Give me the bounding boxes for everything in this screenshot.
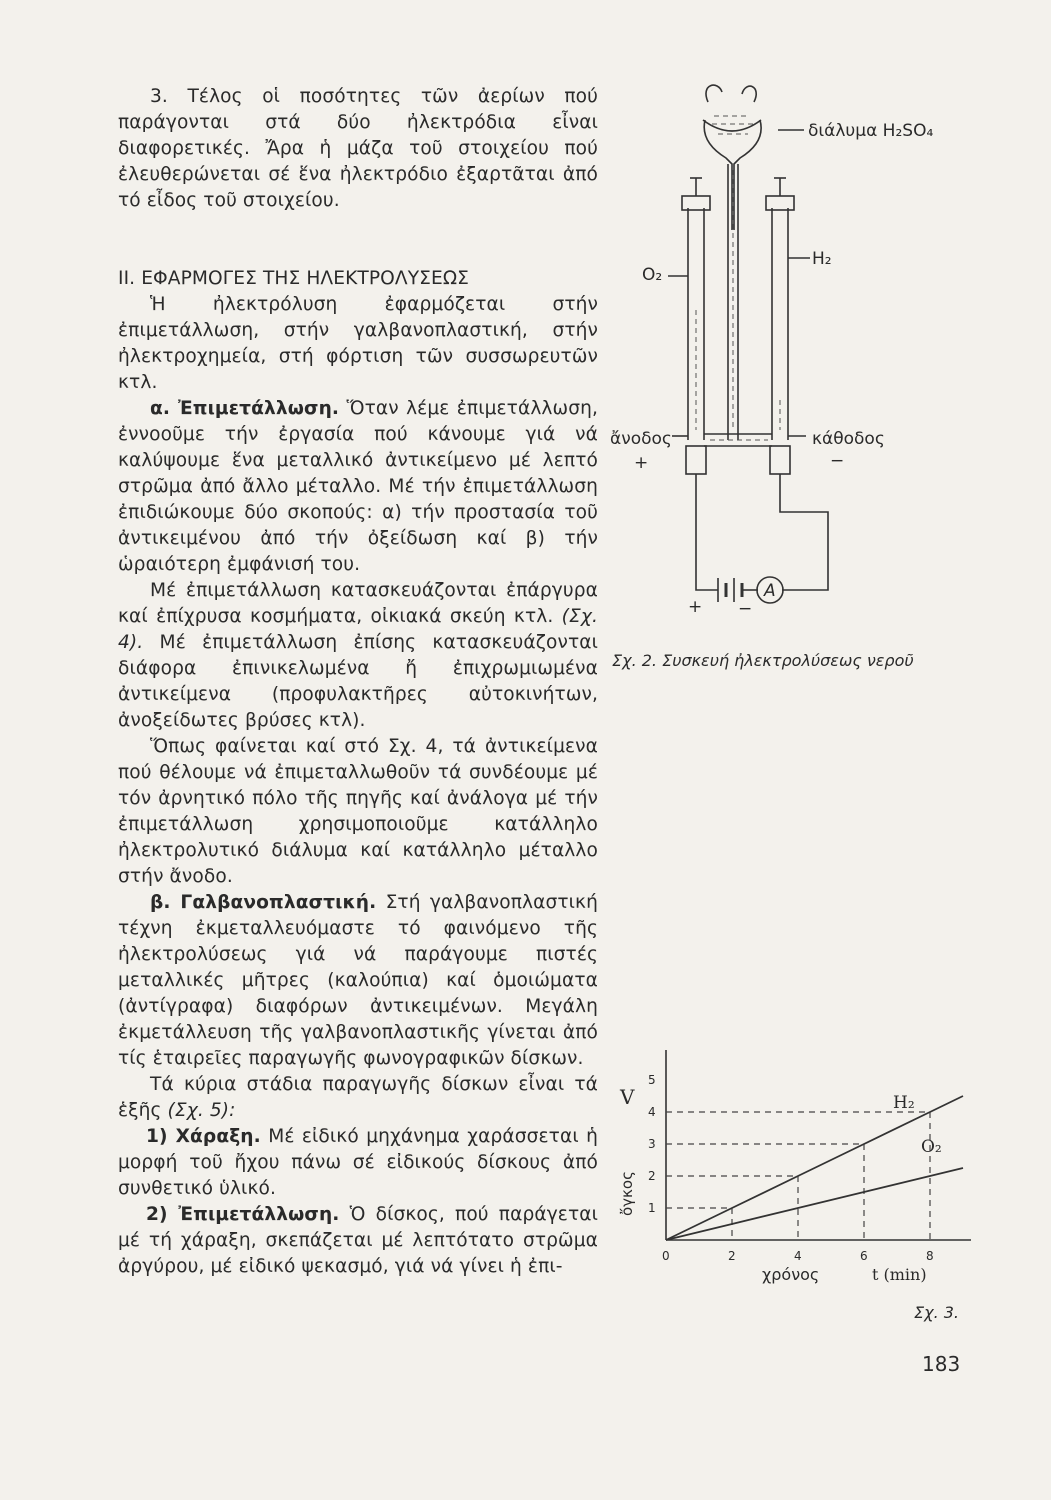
x-tick-label: 0	[662, 1249, 670, 1263]
paragraph-plating-examples	[118, 578, 598, 734]
electrolysis-apparatus-diagram	[600, 80, 980, 640]
series-label: O₂	[921, 1137, 942, 1157]
anode-wire	[696, 474, 718, 590]
spacer	[118, 214, 598, 266]
paragraph-record-stages	[118, 1072, 598, 1124]
paragraph-electroforming	[118, 890, 598, 1072]
paragraph-plating	[118, 396, 598, 578]
battery-minus: −	[738, 599, 753, 619]
volume-time-chart	[606, 1040, 986, 1300]
x-tick-label: 4	[794, 1249, 802, 1263]
series-line-h2	[666, 1096, 963, 1240]
solution-label: διάλυμα H₂SO₄	[808, 121, 934, 141]
paragraph-applications-intro: Ἡ ἠλεκτρόλυση ἐφαρμόζεται στήν ἐπιμετάλλωση, στήν γαλβανοπλαστική, στήν ἠλεκτροχημεία, στή φόρτιση τῶν συσσωρευτῶν κτλ.	[118, 294, 598, 393]
main-text-column	[118, 84, 598, 1280]
battery-plus: +	[688, 597, 703, 617]
subheading-electroforming: β. Γαλβανοπλαστική.	[150, 892, 377, 913]
electroforming-text: Στή γαλβανοπλαστική τέχνη ἐκμεταλλευόμαστε τό φαινόμενο τῆς ἠλεκτρολύσεως γιά νά παράγουμε πιστές μεταλλικές μῆτρες (καλούπια) καί ὁμοιώματα (ἀντίγραφα) διαφόρων ἀντικειμένων. Μεγάλη ἐκμετάλλευση τῆς γαλβανοπλαστικῆς γίνεται ἀπό τίς ἑταιρεῖες παραγωγῆς φωνογραφικῶν δίσκων.	[118, 892, 598, 1069]
series-line-o2	[666, 1168, 963, 1240]
record-stages-text: Τά κύρια στάδια παραγωγῆς δίσκων εἶναι τά ἑξῆς	[118, 1074, 598, 1121]
figure-reference: (Σχ. 5):	[167, 1100, 236, 1121]
y-tick-label: 4	[648, 1105, 656, 1119]
paragraph-plating-method: Ὅπως φαίνεται καί στό Σχ. 4, τά ἀντικείμενα πού θέλουμε νά ἐπιμεταλλωθοῦν τά συνδέουμε μέ τόν ἀρνητικό πόλο τῆς πηγῆς καί ἀνάλογα μέ τήν ἐπιμετάλλωση χρησιμοποιοῦμε κατάλληλο ἠλεκτρολυτικό διάλυμα καί κατάλληλο μέταλλο στήν ἄνοδο.	[118, 736, 598, 887]
anode-sign: +	[634, 453, 649, 473]
plating-examples-text-2: Μέ ἐπιμετάλλωση ἐπίσης κατασκευάζονται διάφορα ἐπινικελωμένα ἤ ἐπιχρωμιωμένα ἀντικείμενα (προφυλακτῆρες αὐτοκινήτων, ἀνοξείδωτες βρύσες κτλ).	[118, 632, 598, 731]
figure2-caption: Σχ. 2. Συσκευή ἠλεκτρολύσεως νεροῦ	[612, 651, 914, 670]
hydrogen-label: H₂	[812, 249, 832, 269]
cathode-sign: −	[830, 451, 845, 471]
page-number: 183	[922, 1352, 961, 1376]
series-label: H₂	[893, 1093, 915, 1113]
reservoir-rim	[706, 85, 756, 102]
reservoir-bowl	[703, 120, 761, 131]
step-engraving-title: 1) Χάραξη.	[146, 1126, 261, 1147]
oxygen-label: O₂	[642, 265, 663, 285]
x-tick-label: 6	[860, 1249, 868, 1263]
cathode-wire	[780, 474, 828, 590]
cathode-label: κάθοδος	[812, 429, 885, 449]
anode-plug	[686, 446, 706, 474]
plating-text: Ὅταν λέμε ἐπιμετάλλωση, ἐννοοῦμε τήν ἐργασία πού κάνουμε γιά νά καλύψουμε ἕνα μεταλλικό ἀντικείμενο μέ λεπτό στρῶμα ἀπό ἄλλο μέταλλο. Μέ τήν ἐπιμετάλλωση ἐπιδιώκουμε δύο σκοπούς: α) τήν προστασία τοῦ ἀντικειμένου ἀπό τήν ὀξείδωση καί β) τήν ὡραιότερη ἐμφάνισή του.	[118, 398, 598, 575]
left-stopcock	[682, 196, 710, 210]
subheading-plating: α. Ἐπιμετάλλωση.	[150, 398, 340, 419]
y-axis-label: ὄγκος	[618, 1171, 636, 1216]
list-item-engraving	[118, 1124, 598, 1202]
y-tick-label: 3	[648, 1137, 656, 1151]
cathode-plug	[770, 446, 790, 474]
x-tick-label: 2	[728, 1249, 736, 1263]
anode-label: ἄνοδος	[610, 429, 672, 449]
list-item-plating	[118, 1202, 598, 1280]
x-axis-label: χρόνος	[762, 1265, 820, 1284]
step-engraving-text: Μέ εἰδικό μηχάνημα χαράσσεται ἡ μορφή τοῦ ἤχου πάνω σέ εἰδικούς δίσκους ἀπό συνθετικό ὑλικό.	[118, 1126, 598, 1199]
right-stopcock	[766, 196, 794, 210]
plating-examples-text: Μέ ἐπιμετάλλωση κατασκευάζονται ἐπάργυρα καί ἐπίχρυσα κοσμήματα, οἰκιακά σκεύη κτλ.	[118, 580, 598, 627]
y-tick-label: 2	[648, 1169, 656, 1183]
section-heading-applications: II. ΕΦΑΡΜΟΓΕΣ ΤΗΣ ΗΛΕΚΤΡΟΛΥΣΕΩΣ	[118, 268, 470, 289]
x-tick-label: 8	[926, 1249, 934, 1263]
x-axis-unit: t (min)	[872, 1265, 927, 1284]
y-tick-label: 5	[648, 1073, 656, 1087]
figure-reference: (Σχ. 4).	[118, 606, 598, 653]
ammeter-label: A	[764, 581, 776, 601]
figure3-caption: Σχ. 3.	[914, 1303, 960, 1322]
paragraph-gas-quantities: 3. Τέλος οἱ ποσότητες τῶν ἀερίων πού παράγονται στά δύο ἠλεκτρόδια εἶναι διαφορετικές. Ἄρα ἡ μάζα τοῦ στοιχείου πού ἐλευθερώνεται σέ ἕνα ἠλεκτρόδιο ἐξαρτᾶται ἀπό τό εἶδος τοῦ στοιχείου.	[118, 86, 598, 211]
step-plating-title: 2) Ἐπιμετάλλωση.	[146, 1204, 340, 1225]
y-tick-label: 1	[648, 1201, 656, 1215]
step-plating-text: Ὁ δίσκος, πού παράγεται μέ τή χάραξη, σκεπάζεται μέ λεπτότατο στρῶμα ἀργύρου, μέ εἰδικό ψεκασμό, γιά νά γίνει ἡ ἐπι-	[118, 1204, 598, 1277]
y-axis-letter: V	[620, 1085, 635, 1109]
